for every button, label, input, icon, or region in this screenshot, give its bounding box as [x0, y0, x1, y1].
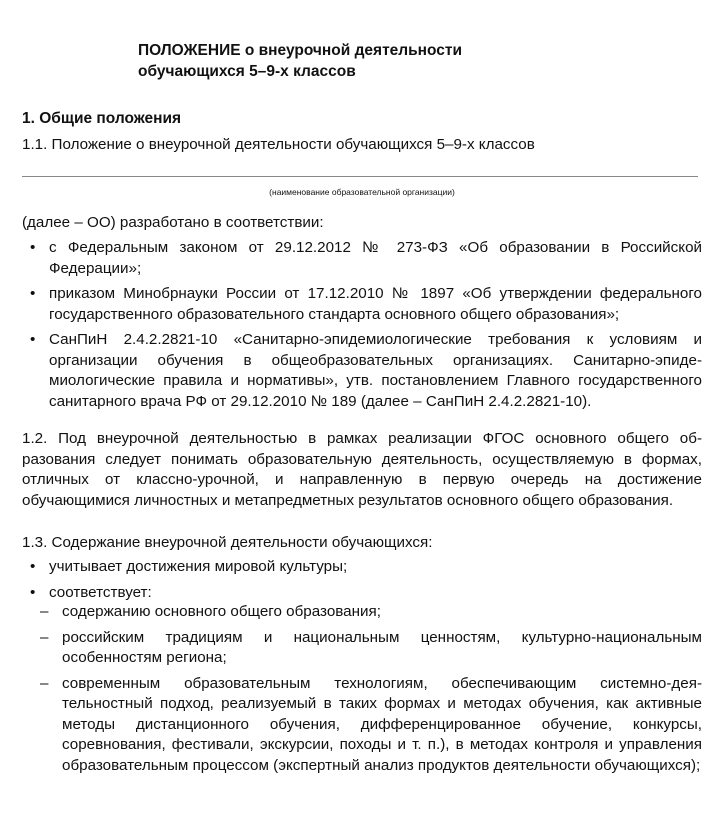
document-title-line-2: обучающихся 5–9-х классов: [138, 63, 356, 80]
list-item: [22, 238, 702, 279]
list-item-text: российским традициям и национальным ценностям, культурно-национальным особенностям региона;: [62, 628, 702, 666]
list-item-text: приказом Минобрнауки России от 17.12.2010 № 1897 «Об утверждении федерального государственного образовательного стандарта основного общего образования»;: [49, 285, 702, 323]
organization-name-caption: (наименование образовательной организации): [269, 187, 455, 197]
correspondence-list: [22, 602, 702, 781]
list-item: [22, 330, 702, 412]
list-item: [22, 583, 702, 604]
dash-marker: –: [40, 603, 49, 620]
paragraph-1-1: 1.1. Положение о внеурочной деятельности обучающихся 5–9-х классов: [22, 136, 535, 153]
list-item: [22, 284, 702, 325]
list-item-text: современным образовательным технологиям, обеспечивающим системно-деятельностный подход, реализуемый в таких формах и методах обучения, как активные методы дистанционного обучения, дифференцированное обучение, конкурсы, соревнования, фестивали, экскурсии, походы и т. п.), в методах контроля и управления образовательным процессом (экспертный анализ продуктов деятельности обучающихся);: [62, 674, 702, 774]
organization-name-fill-line: [22, 176, 698, 177]
bullet-marker: •: [30, 239, 36, 256]
paragraph-1-2: 1.2. Под внеурочной деятельностью в рамках реализации ФГОС основного общего образования следует понимать образовательную деятельность, осуществляемую в формах, отличных от классно-урочной, и направленную в первую очередь на достижение обучающимися личностных и метапредметных результатов основного общего образования.: [22, 430, 702, 509]
list-item: [22, 674, 702, 777]
list-item-text: учитывает достижения мировой культуры;: [49, 558, 348, 575]
list-item-text: с Федеральным законом от 29.12.2012 № 273-ФЗ «Об образовании в Российской Федерации»;: [49, 239, 702, 277]
content-list: [22, 557, 702, 608]
bullet-marker: •: [30, 285, 36, 302]
bullet-marker: •: [30, 583, 36, 601]
bullet-marker: •: [30, 331, 36, 348]
list-item: [22, 557, 702, 578]
list-item: [22, 602, 702, 623]
list-item: [22, 628, 702, 669]
legal-basis-list: [22, 238, 702, 417]
paragraph-1-3: 1.3. Содержание внеурочной деятельности обучающихся:: [22, 534, 433, 551]
dash-marker: –: [40, 628, 49, 646]
list-item-text: содержанию основного общего образования;: [62, 603, 381, 620]
document-title-line-1: ПОЛОЖЕНИЕ о внеурочной деятельности: [138, 42, 463, 59]
paragraph-intro: (далее – ОО) разработано в соответствии:: [22, 214, 324, 231]
section-heading-general: 1. Общие положения: [22, 110, 182, 127]
document-title: [138, 40, 462, 82]
dash-marker: –: [40, 674, 49, 692]
bullet-marker: •: [30, 558, 36, 575]
list-item-text: СанПиН 2.4.2.2821-10 «Санитарно-эпидемиологические требования к условиям и организации обучения в общеобразовательных организациях. Санитарно-эпидемиологические правила и нормативы», утв. постановлением Главного государственного санитарного врача РФ от 29.12.2010 № 189 (далее – СанПиН 2.4.2.2821-10).: [49, 331, 702, 410]
list-item-text: соответствует:: [49, 583, 152, 601]
